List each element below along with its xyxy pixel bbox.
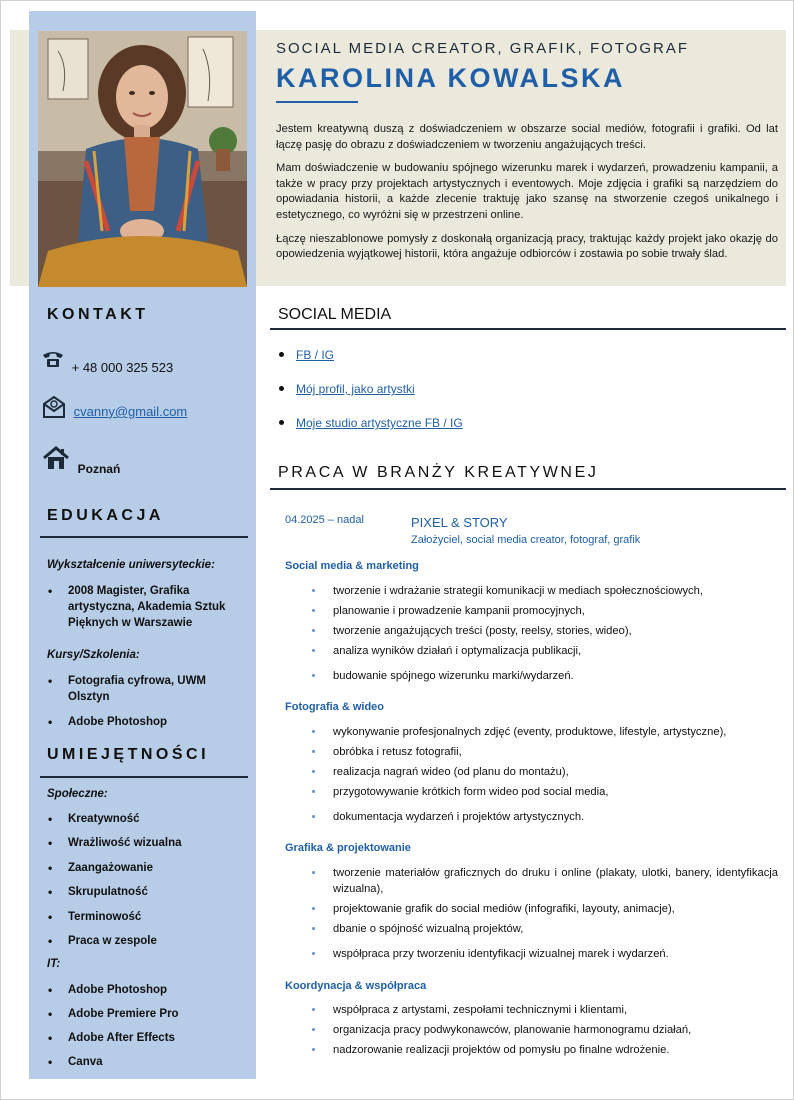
list-item: • Adobe Photoshop	[47, 982, 247, 998]
work-rule	[270, 488, 786, 490]
list-item: przygotowywanie krótkich form wideo pod social media,	[312, 784, 778, 800]
list-item: współpraca z artystami, zespołami technicznymi i klientami,	[312, 1002, 778, 1018]
section-heading: Koordynacja & współpraca	[285, 980, 427, 992]
list-item: współpraca przy tworzeniu identyfikacji wizualnej marek i wydarzeń.	[312, 946, 778, 962]
list-item: realizacja nagrań wideo (od planu do montażu),	[312, 764, 778, 780]
education-heading: EDUKACJA	[47, 507, 164, 524]
contact-heading: KONTAKT	[47, 306, 149, 323]
list-item: • Praca w zespole	[47, 933, 247, 949]
section-list	[312, 724, 778, 825]
social-media-rule	[270, 328, 786, 330]
education-rule	[40, 536, 248, 538]
list-item: • Terminowość	[47, 909, 247, 925]
list-item: obróbka i retusz fotografii,	[312, 744, 778, 760]
header-name: KAROLINA KOWALSKA	[276, 63, 625, 93]
social-media-heading: SOCIAL MEDIA	[278, 306, 392, 323]
list-item: organizacja pracy podwykonawców, planowanie harmonogramu działań,	[312, 1022, 778, 1038]
list-item: tworzenie angażujących treści (posty, reelsy, stories, wideo),	[312, 623, 778, 639]
section-list	[312, 583, 778, 684]
contact-email[interactable]	[42, 396, 187, 421]
bio-paragraph: Jestem kreatywną duszą z doświadczeniem w obszarze social mediów, fotografii i grafiki. Od lat łączę pasję do obrazu z doświadczeniem w tworzeniu angażujących treści.	[276, 123, 778, 151]
section-list	[312, 1002, 778, 1058]
social-link-item	[278, 411, 463, 445]
list-item: • Canva	[47, 1054, 247, 1070]
education-courses-label: Kursy/Szkolenia:	[47, 649, 140, 661]
social-link-fb-ig[interactable]: FB / IG	[296, 348, 335, 362]
section-heading: Fotografia & wideo	[285, 701, 384, 713]
contact-city	[42, 446, 121, 476]
list-item: • Adobe After Effects	[47, 1030, 247, 1046]
email-icon	[42, 396, 66, 421]
list-item: dokumentacja wydarzeń i projektów artystycznych.	[312, 809, 778, 825]
list-item: planowanie i prowadzenie kampanii promocyjnych,	[312, 603, 778, 619]
skills-it-label: IT:	[47, 958, 61, 970]
education-courses-list	[47, 673, 247, 730]
job-date: 04.2025 – nadal	[285, 514, 364, 526]
list-item: analiza wyników działań i optymalizacja publikacji,	[312, 643, 778, 659]
list-item: • Adobe Premiere Pro	[47, 1006, 247, 1022]
social-media-links	[278, 343, 463, 445]
header-role: SOCIAL MEDIA CREATOR, GRAFIK, FOTOGRAF	[276, 40, 689, 57]
social-link-item	[278, 343, 463, 377]
social-link-item	[278, 377, 463, 411]
bio-paragraph: Mam doświadczenie w budowaniu spójnego wizerunku marek i wydarzeń, prowadzeniu kampanii, a także w pracy przy projektach artystycznych i eventowych. Moje zdjęcia i grafiki są narzędziem do opowiadania historii, a każde zlecenie traktuję jako szansę na stworzenie czegoś unikalnego i estetycznego, co wyróżni się w przestrzeni online.	[276, 162, 778, 221]
list-item: • Skrupulatność	[47, 884, 247, 900]
home-icon	[42, 446, 70, 473]
section-heading: Grafika & projektowanie	[285, 842, 411, 854]
job-title: Założyciel, social media creator, fotograf, grafik	[411, 534, 641, 546]
list-item: projektowanie grafik do social mediów (infografiki, layouty, animacje),	[312, 901, 778, 917]
skills-social-list	[47, 811, 247, 949]
contact-phone	[42, 350, 174, 375]
list-item: wykonywanie profesjonalnych zdjęć (eventy, produktowe, lifestyle, artystyczne),	[312, 724, 778, 740]
header-bio	[276, 122, 778, 271]
list-item: tworzenie materiałów graficznych do druku i online (plakaty, ulotki, banery, identyfikacja wizualna),	[312, 865, 778, 897]
education-university-label: Wykształcenie uniwersyteckie:	[47, 559, 215, 571]
skills-heading: UMIEJĘTNOŚCI	[47, 746, 210, 763]
list-item: dbanie o spójność wizualną projektów,	[312, 921, 778, 937]
skills-rule	[40, 776, 248, 778]
phone-number: + 48 000 325 523	[71, 359, 174, 375]
list-item: • 2008 Magister, Grafika artystyczna, Akademia Sztuk Pięknych w Warszawie	[47, 583, 247, 631]
list-item: budowanie spójnego wizerunku marki/wydarzeń.	[312, 668, 778, 684]
job-company: PIXEL & STORY	[411, 515, 508, 530]
education-university-list	[47, 583, 247, 631]
section-heading: Social media & marketing	[285, 560, 419, 572]
skills-it-list	[47, 982, 247, 1070]
social-link-studio[interactable]: Moje studio artystyczne FB / IG	[296, 416, 463, 430]
email-link[interactable]: cvanny@gmail.com	[73, 403, 188, 419]
city-text: Poznań	[77, 461, 121, 476]
skills-social-label: Społeczne:	[47, 788, 108, 800]
list-item: • Fotografia cyfrowa, UWM Olsztyn	[47, 673, 247, 705]
header-name-underline	[276, 101, 358, 103]
list-item: • Wrażliwość wizualna	[47, 835, 247, 851]
profile-photo	[38, 31, 247, 287]
section-list	[312, 865, 778, 962]
list-item: nadzorowanie realizacji projektów od pomysłu po finalne wdrożenie.	[312, 1042, 778, 1058]
list-item: • Kreatywność	[47, 811, 247, 827]
list-item: • Adobe Photoshop	[47, 714, 247, 730]
bio-paragraph: Łączę nieszablonowe pomysły z doskonałą organizacją pracy, traktując każdy projekt jako okazję do opowiedzenia wyjątkowej historii, która angażuje odbiorców i zostawia po sobie trwały ślad.	[276, 232, 778, 261]
list-item: tworzenie i wdrażanie strategii komunikacji w mediach społecznościowych,	[312, 583, 778, 599]
social-link-artist-profile[interactable]: Mój profil, jako artystki	[296, 382, 415, 396]
work-heading: PRACA W BRANŻY KREATYWNEJ	[278, 464, 599, 481]
phone-icon	[42, 350, 64, 371]
list-item: • Zaangażowanie	[47, 860, 247, 876]
